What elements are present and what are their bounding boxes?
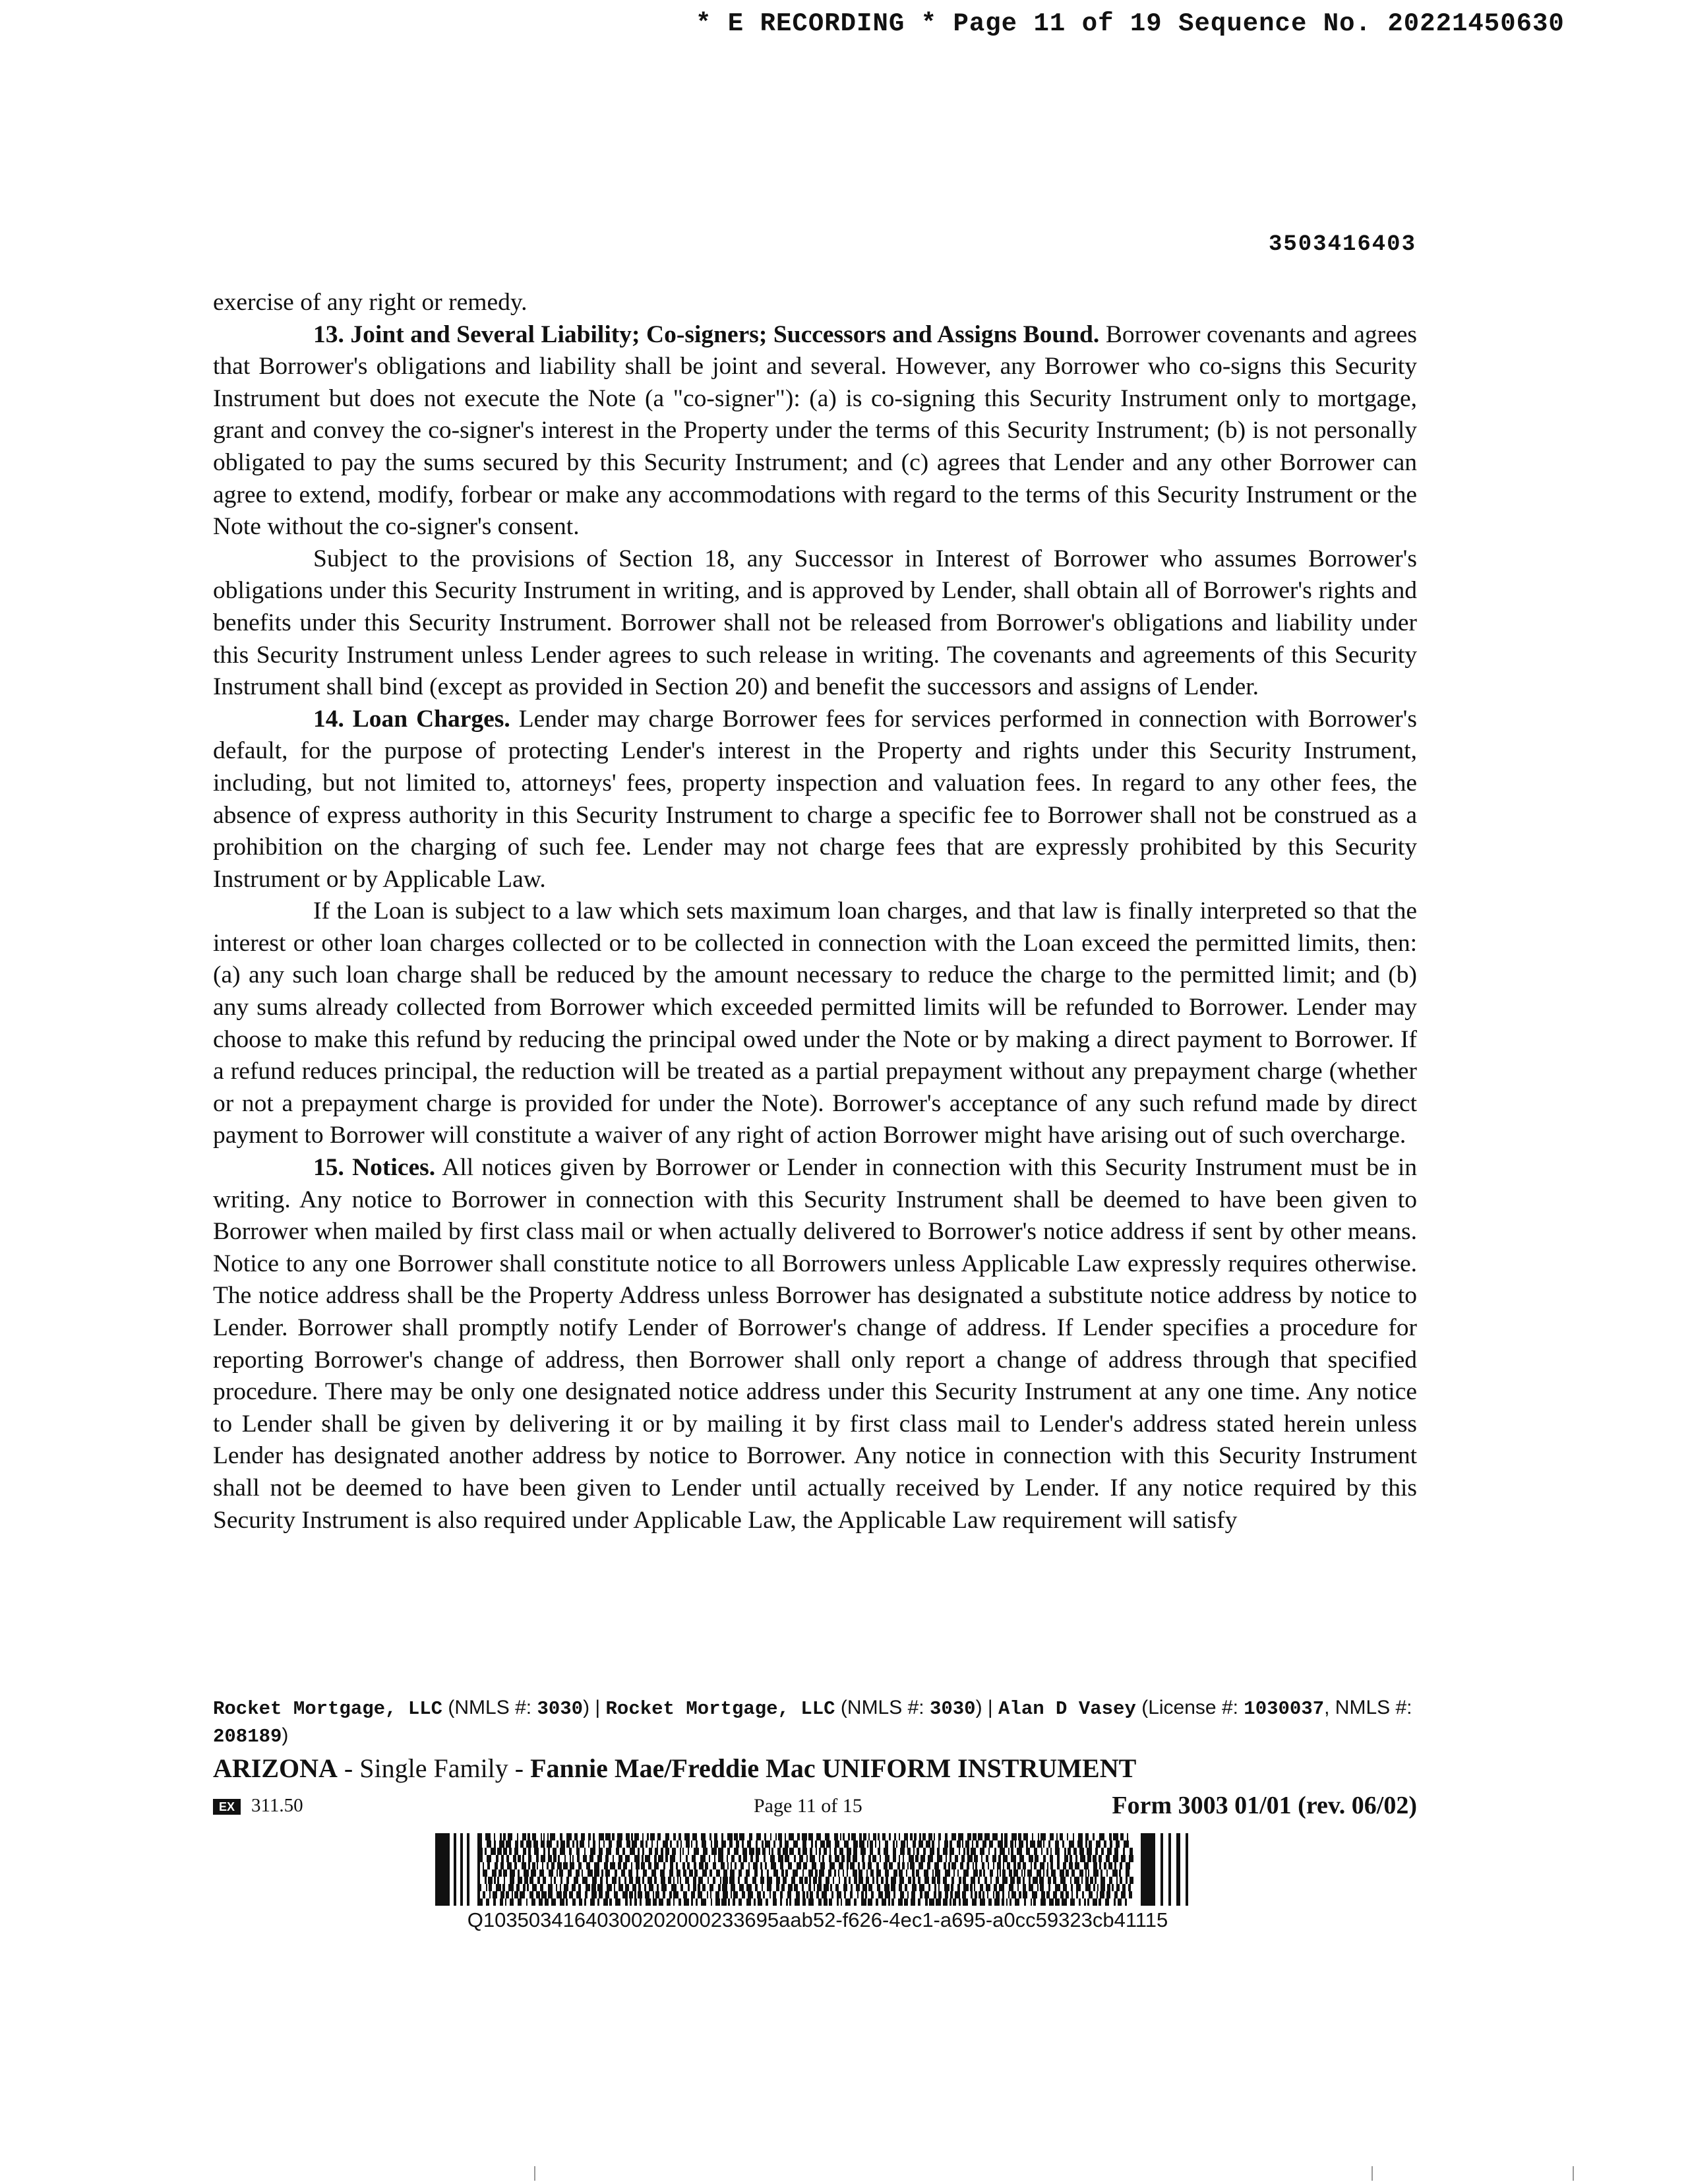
section-13-paragraph-2: Subject to the provisions of Section 18, any Successor in Interest of Borrower who assumes Borrower's obligations under this Security Instrument in writing, and is approved by Lender, shall obtain all of Borrower's rights and benefits under this Security Instrument. Borrower shall not be released from Borrower's obligations and liability under this Security Instrument unless Lender agrees to such release in writing. The covenants and agreements of this Security Instrument shall bind (except as provided in Section 20) and benefit the successors and assigns of Lender. xyxy=(213,545,1417,701)
instrument-title xyxy=(213,1753,1136,1784)
lender-nmls-number: 3030 xyxy=(537,1698,584,1720)
section-13-paragraph xyxy=(213,319,1417,543)
section-13-text: Borrower covenants and agrees that Borrower's obligations and liability shall be joint and several. However, any Borrower who co-signs this Security Instrument but does not execute the Note (a "co-signer"): (a) is co-signing this Security Instrument only to mortgage, grant and convey the co-signer's interest in the Property under the terms of this Security Instrument; (b) is not personally obligated to pay the sums secured by this Security Instrument; and (c) agrees that Lender and any other Borrower can agree to extend, modify, forbear or make any accommodations with regard to the terms of this Security Instrument or the Note without the co-signer's consent. xyxy=(213,320,1417,541)
lender-name-2: Rocket Mortgage, LLC xyxy=(605,1698,835,1720)
section-13-heading: 13. Joint and Several Liability; Co-signers; Successors and Assigns Bound. xyxy=(313,320,1100,348)
lender-name: Rocket Mortgage, LLC xyxy=(213,1698,443,1720)
lender-info xyxy=(213,1695,1417,1750)
section-15-heading: 15. Notices. xyxy=(313,1154,436,1182)
page-indicator: Page 11 of 15 xyxy=(754,1795,862,1817)
nmls-label: (NMLS #: xyxy=(442,1697,537,1718)
nmls-label-2: (NMLS #: xyxy=(835,1697,930,1718)
barcode-block xyxy=(435,1833,1200,1932)
state-name: ARIZONA xyxy=(213,1753,338,1783)
section-15-text: All notices given by Borrower or Lender in connection with this Security Instrument must be in writing. Any notice to Borrower in connection with this Security Instrument shall be deemed to have been given to Borrower when mailed by first class mail or when actually delivered to Borrower's notice address if sent by other means. Notice to any one Borrower shall constitute notice to all Borrowers unless Applicable Law expressly requires otherwise. The notice address shall be the Property Address unless Borrower has designated a substitute notice address by notice to Lender. Borrower shall promptly notify Lender of Borrower's change of address. If Lender specifies a procedure for reporting Borrower's change of address, then Borrower shall only report a change of address through that specified procedure. There may be only one designated notice address under this Security Instrument at any one time. Any notice to Lender shall be given by delivering it or by mailing it by first class mail to Lender's address stated herein unless Lender has designated another address by notice to Borrower. Any notice in connection with this Security Instrument shall not be deemed to have been given to Lender until actually received by Lender. If any notice required by this Security Instrument is also required under Applicable Law, the Applicable Law requirement will satisfy xyxy=(213,1154,1417,1534)
section-14-heading: 14. Loan Charges. xyxy=(313,705,510,733)
officer-nmls-number: 208189 xyxy=(213,1726,282,1747)
closing-paren: ) xyxy=(282,1724,289,1746)
separator-2: ) | xyxy=(975,1697,999,1718)
ex-badge-icon: EX xyxy=(213,1799,241,1815)
scan-mark xyxy=(1372,2166,1373,2181)
lender-nmls-number-2: 3030 xyxy=(929,1698,976,1720)
section-15-paragraph xyxy=(213,1152,1417,1536)
barcode-icon xyxy=(435,1833,1200,1906)
continuation-text: exercise of any right or remedy. xyxy=(213,289,528,316)
license-label: (License #: xyxy=(1135,1697,1244,1718)
instrument-name: Fannie Mae/Freddie Mac UNIFORM INSTRUMENT xyxy=(530,1753,1137,1783)
loan-number: 3503416403 xyxy=(1268,232,1416,257)
loan-officer-name: Alan D Vasey xyxy=(998,1698,1136,1720)
form-number: Form 3003 01/01 (rev. 06/02) xyxy=(1112,1792,1417,1819)
barcode-text: Q10350341640300202000233695aab52-f626-4ec1-a695-a0cc59323cb41115 xyxy=(467,1908,1168,1931)
section-14-paragraph-2: If the Loan is subject to a law which sets maximum loan charges, and that law is finally interpreted so that the interest or other loan charges collected or to be collected in connection with the Loan exceed the permitted limits, then: (a) any such loan charge shall be reduced by the amount necessary to reduce the charge to the permitted limit; and (b) any sums already collected from Borrower which exceeded permitted limits will be refunded to Borrower. Lender may choose to make this refund by reducing the principal owed under the Note or by making a direct payment to Borrower. If a refund reduces principal, the reduction will be treated as a partial prepayment without any prepayment charge (whether or not a prepayment charge is provided for under the Note). Borrower's acceptance of any such refund made by direct payment to Borrower will constitute a waiver of any right of action Borrower might have arising out of such overcharge. xyxy=(213,897,1417,1149)
license-number: 1030037 xyxy=(1244,1698,1325,1720)
document-body xyxy=(213,287,1417,1536)
scan-mark xyxy=(1573,2166,1574,2181)
footer-row xyxy=(213,1791,1417,1824)
section-14-text: Lender may charge Borrower fees for services performed in connection with Borrower's default, for the purpose of protecting Lender's interest in the Property and rights under this Security Instrument, including, but not limited to, attorneys' fees, property inspection and valuation fees. In regard to any other fees, the absence of express authority in this Security Instrument to charge a specific fee to Borrower shall not be construed as a prohibition on the charging of such fee. Lender may not charge fees that are expressly prohibited by this Security Instrument or by Applicable Law. xyxy=(213,705,1417,893)
officer-nmls-label: , NMLS #: xyxy=(1324,1697,1412,1718)
section-14-paragraph xyxy=(213,704,1417,896)
scan-mark xyxy=(534,2166,535,2181)
separator: ) | xyxy=(583,1697,606,1718)
form-code xyxy=(213,1795,303,1817)
instrument-type: - Single Family - xyxy=(337,1753,531,1783)
recording-header: * E RECORDING * Page 11 of 19 Sequence No. 20221450630 xyxy=(696,9,1565,38)
form-code-number: 311.50 xyxy=(251,1795,303,1816)
